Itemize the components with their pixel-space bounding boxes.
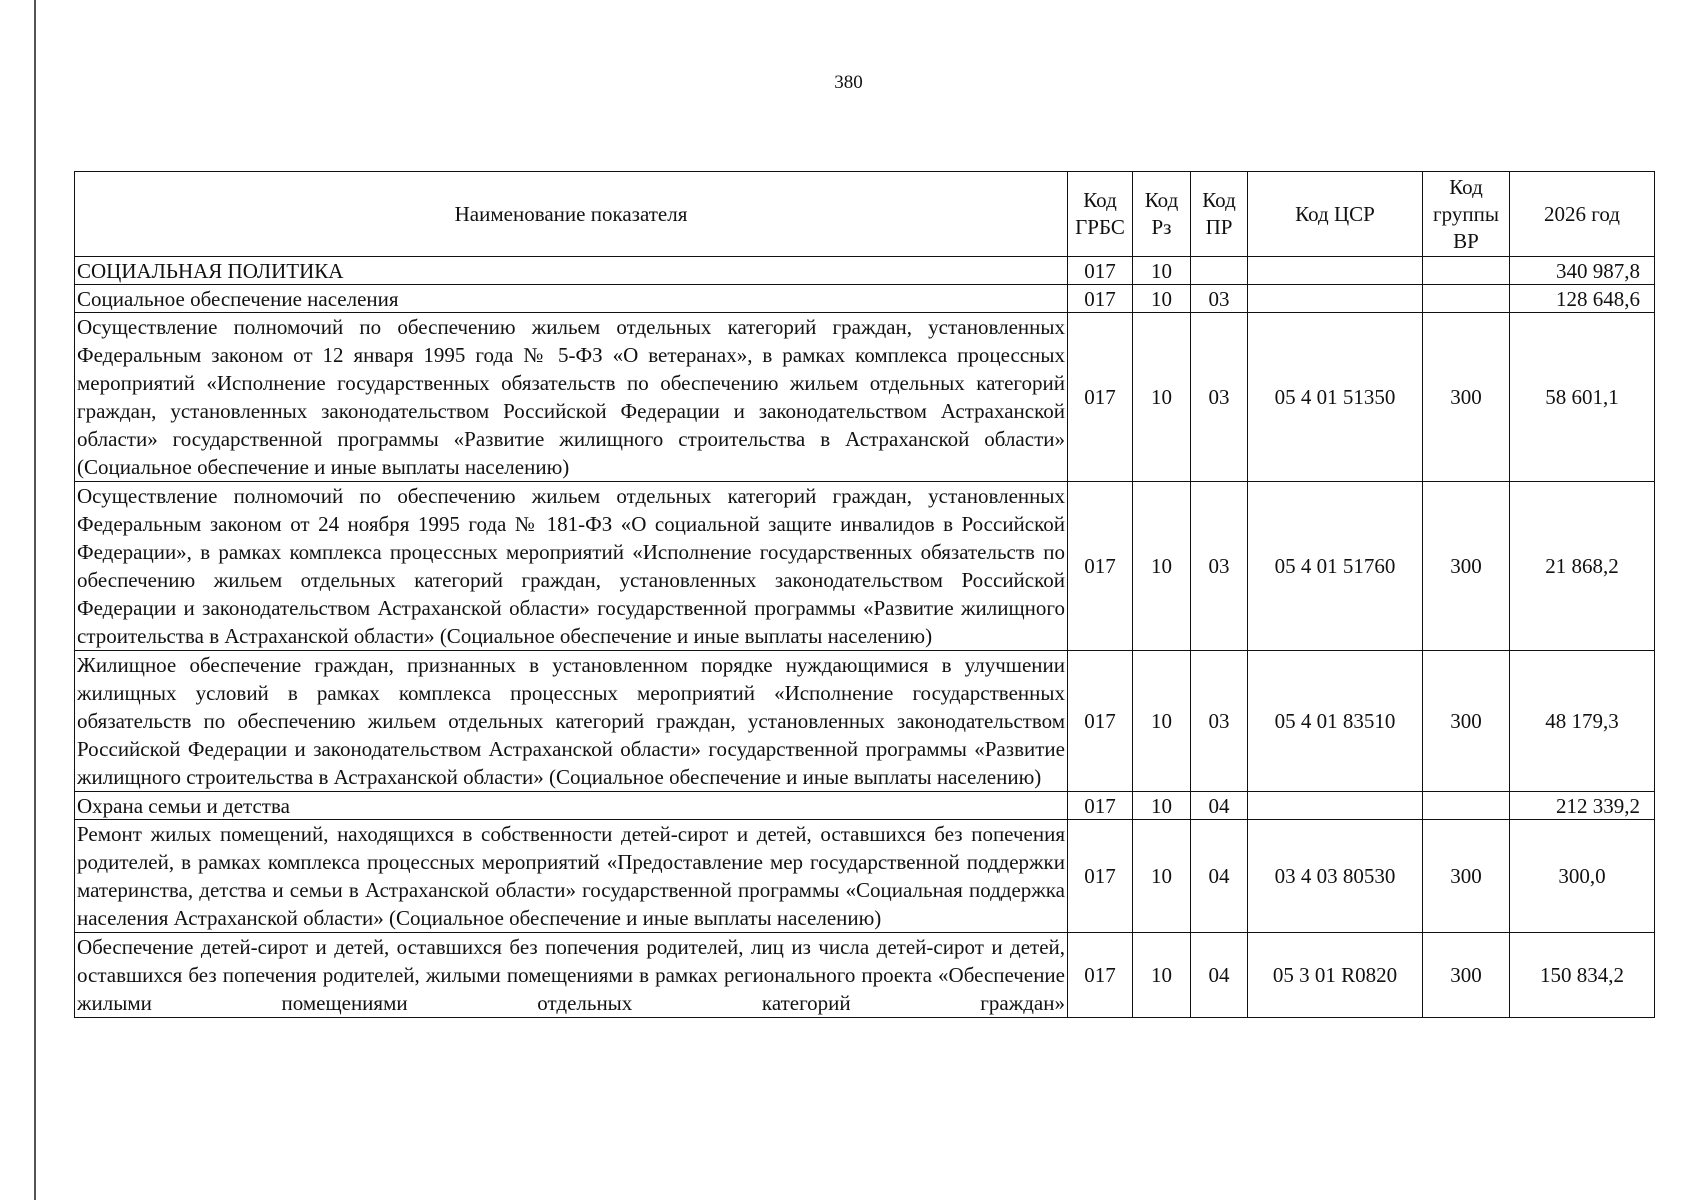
header-year: 2026 год — [1510, 172, 1655, 257]
header-vr: Код группы ВР — [1423, 172, 1510, 257]
row-grbs: 017 — [1068, 257, 1133, 285]
row-rz: 10 — [1133, 482, 1191, 651]
row-vr: 300 — [1423, 820, 1510, 933]
row-amount: 128 648,6 — [1510, 285, 1655, 313]
row-grbs: 017 — [1068, 933, 1133, 1018]
row-grbs: 017 — [1068, 820, 1133, 933]
row-pr: 04 — [1191, 792, 1248, 820]
row-rz: 10 — [1133, 792, 1191, 820]
table-header-row — [75, 172, 1655, 257]
row-vr — [1423, 285, 1510, 313]
row-rz: 10 — [1133, 257, 1191, 285]
row-vr — [1423, 792, 1510, 820]
row-amount: 58 601,1 — [1510, 313, 1655, 482]
page-number: 380 — [834, 72, 863, 93]
table-row — [75, 820, 1655, 933]
row-amount: 150 834,2 — [1510, 933, 1655, 1018]
table-row — [75, 482, 1655, 651]
row-grbs: 017 — [1068, 482, 1133, 651]
header-pr: Код ПР — [1191, 172, 1248, 257]
row-grbs: 017 — [1068, 792, 1133, 820]
header-csr: Код ЦСР — [1248, 172, 1423, 257]
row-csr — [1248, 792, 1423, 820]
row-pr — [1191, 257, 1248, 285]
row-amount: 212 339,2 — [1510, 792, 1655, 820]
row-grbs: 017 — [1068, 285, 1133, 313]
header-name: Наименование показателя — [75, 172, 1068, 257]
row-pr: 03 — [1191, 651, 1248, 792]
row-pr: 03 — [1191, 285, 1248, 313]
row-rz: 10 — [1133, 651, 1191, 792]
row-grbs: 017 — [1068, 651, 1133, 792]
row-csr — [1248, 285, 1423, 313]
row-vr — [1423, 257, 1510, 285]
row-csr: 03 4 03 80530 — [1248, 820, 1423, 933]
row-amount: 48 179,3 — [1510, 651, 1655, 792]
table-row — [75, 313, 1655, 482]
row-vr: 300 — [1423, 651, 1510, 792]
row-vr: 300 — [1423, 933, 1510, 1018]
table-row — [75, 651, 1655, 792]
row-name: Обеспечение детей-сирот и детей, оставшихся без попечения родителей, лиц из числа детей-сирот и детей, оставшихся без попечения родителей, жилыми помещениями в рамках регионального проекта «Обеспечение жилыми помещениями отдельных категорий граждан» — [75, 933, 1068, 1018]
row-name: Осуществление полномочий по обеспечению жильем отдельных категорий граждан, установленных Федеральным законом от 24 ноября 1995 года № 181-ФЗ «О социальной защите инвалидов в Российской Федерации», в рамках комплекса процессных мероприятий «Исполнение государственных обязательств по обеспечению жильем отдельных категорий граждан, установленных законодательством Российской Федерации и законодательством Астраханской области» государственной программы «Развитие жилищного строительства в Астраханской области» (Социальное обеспечение и иные выплаты населению) — [75, 482, 1068, 651]
left-margin-line — [34, 0, 36, 1200]
table-row — [75, 285, 1655, 313]
row-rz: 10 — [1133, 820, 1191, 933]
row-amount: 21 868,2 — [1510, 482, 1655, 651]
row-pr: 04 — [1191, 933, 1248, 1018]
row-name: Ремонт жилых помещений, находящихся в собственности детей-сирот и детей, оставшихся без попечения родителей, в рамках комплекса процессных мероприятий «Предоставление мер государственной поддержки материнства, детства и семьи в Астраханской области» государственной программы «Социальная поддержка населения Астраханской области» (Социальное обеспечение и иные выплаты населению) — [75, 820, 1068, 933]
row-amount: 300,0 — [1510, 820, 1655, 933]
header-grbs: Код ГРБС — [1068, 172, 1133, 257]
row-rz: 10 — [1133, 313, 1191, 482]
row-name: СОЦИАЛЬНАЯ ПОЛИТИКА — [75, 257, 1068, 285]
row-name: Социальное обеспечение населения — [75, 285, 1068, 313]
row-amount: 340 987,8 — [1510, 257, 1655, 285]
row-rz: 10 — [1133, 933, 1191, 1018]
row-csr: 05 3 01 R0820 — [1248, 933, 1423, 1018]
row-name: Осуществление полномочий по обеспечению жильем отдельных категорий граждан, установленных Федеральным законом от 12 января 1995 года № 5-ФЗ «О ветеранах», в рамках комплекса процессных мероприятий «Исполнение государственных обязательств по обеспечению жильем отдельных категорий граждан, установленных законодательством Российской Федерации и законодательством Астраханской области» государственной программы «Развитие жилищного строительства в Астраханской области» (Социальное обеспечение и иные выплаты населению) — [75, 313, 1068, 482]
row-name: Жилищное обеспечение граждан, признанных в установленном порядке нуждающимися в улучшении жилищных условий в рамках комплекса процессных мероприятий «Исполнение государственных обязательств по обеспечению жильем отдельных категорий граждан, установленных законодательством Российской Федерации и законодательством Астраханской области» государственной программы «Развитие жилищного строительства в Астраханской области» (Социальное обеспечение и иные выплаты населению) — [75, 651, 1068, 792]
row-pr: 03 — [1191, 313, 1248, 482]
row-vr: 300 — [1423, 482, 1510, 651]
table-row — [75, 792, 1655, 820]
row-csr: 05 4 01 51760 — [1248, 482, 1423, 651]
row-csr: 05 4 01 83510 — [1248, 651, 1423, 792]
table-row — [75, 933, 1655, 1018]
row-pr: 03 — [1191, 482, 1248, 651]
header-rz: Код Рз — [1133, 172, 1191, 257]
row-vr: 300 — [1423, 313, 1510, 482]
table-row — [75, 257, 1655, 285]
row-name: Охрана семьи и детства — [75, 792, 1068, 820]
row-grbs: 017 — [1068, 313, 1133, 482]
budget-table — [74, 171, 1655, 1018]
row-pr: 04 — [1191, 820, 1248, 933]
row-rz: 10 — [1133, 285, 1191, 313]
row-csr: 05 4 01 51350 — [1248, 313, 1423, 482]
row-csr — [1248, 257, 1423, 285]
